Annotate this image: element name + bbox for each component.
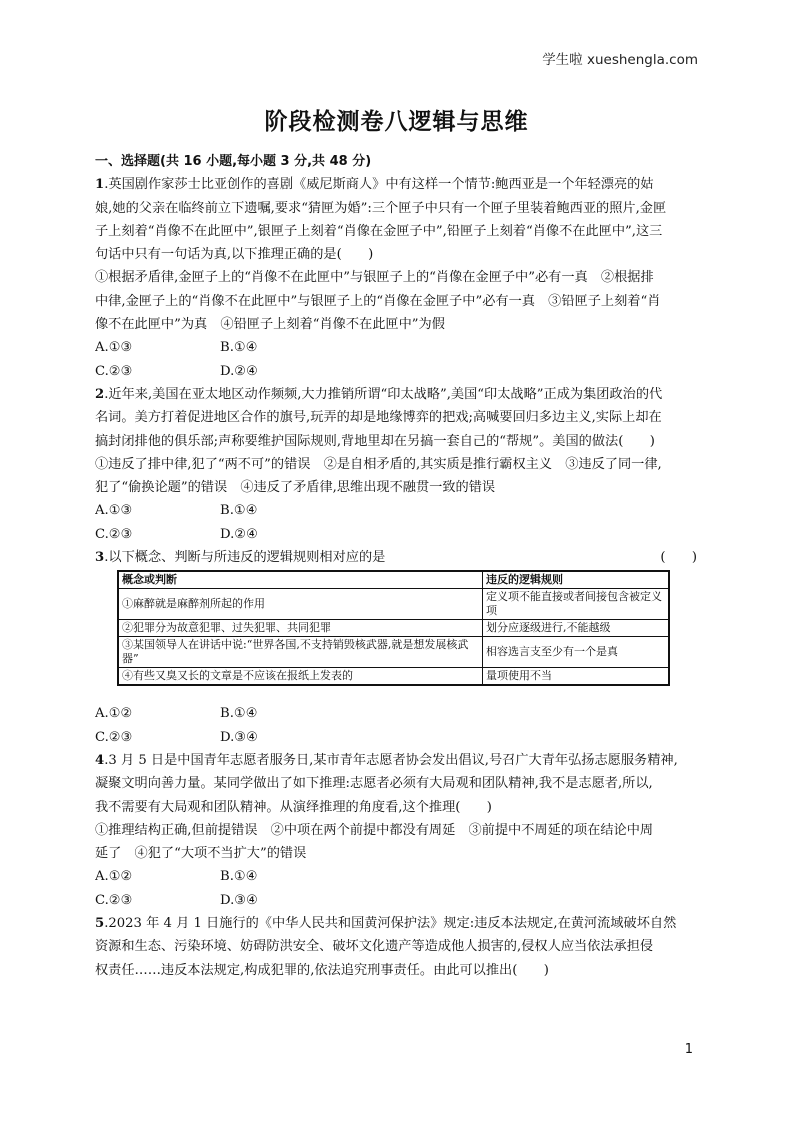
table-row xyxy=(118,668,669,686)
table-cell: 量项使用不当 xyxy=(483,668,670,686)
question-text: 像不在此匣中”为真 ④铅匣子上刻着“肖像不在此匣中”为假 xyxy=(95,317,445,333)
table-cell: ①麻醉就是麻醉剂所起的作用 xyxy=(118,589,483,620)
table-cell: 相容选言支至少有一个是真 xyxy=(483,637,670,668)
question-text: .英国剧作家莎士比亚创作的喜剧《威尼斯商人》中有这样一个情节:鲍西亚是一个年轻漂亮的姑 xyxy=(104,177,654,193)
question-4 xyxy=(95,749,701,912)
question-text: .以下概念、判断与所违反的逻辑规则相对应的是 xyxy=(104,550,386,566)
question-text: .近年来,美国在亚太地区动作频频,大力推销所谓“印太战略”,美国“印太战略”正成为集团政治的代 xyxy=(104,386,663,402)
option-c[interactable]: C.②③ xyxy=(95,892,133,908)
option-d[interactable]: D.②④ xyxy=(220,363,258,379)
table-row xyxy=(118,637,669,668)
question-text: 句话中只有一句话为真,以下推理正确的是( ) xyxy=(95,247,374,263)
table-cell: 划分应逐级进行,不能越级 xyxy=(483,620,670,637)
option-a[interactable]: A.①③ xyxy=(95,503,133,519)
option-d[interactable]: D.②④ xyxy=(220,526,258,542)
question-5 xyxy=(95,912,701,982)
option-c[interactable]: C.②③ xyxy=(95,729,133,745)
question-2 xyxy=(95,383,701,546)
question-text: ①根据矛盾律,金匣子上的“肖像不在此匣中”与银匣子上的“肖像在金匣子中”必有一真 ②根据排 xyxy=(95,270,654,286)
table-header-cell: 概念或判断 xyxy=(118,571,483,589)
answer-options xyxy=(95,889,701,912)
question-text: ①推理结构正确,但前提错误 ②中项在两个前提中都没有周延 ③前提中不周延的项在结论中周 xyxy=(95,822,654,838)
logic-rules-table xyxy=(117,570,670,686)
answer-options xyxy=(95,726,701,749)
option-a[interactable]: A.①② xyxy=(95,706,133,722)
answer-options xyxy=(95,702,701,725)
option-a[interactable]: A.①② xyxy=(95,869,133,885)
question-number: 3 xyxy=(95,550,105,566)
table-header-cell: 违反的逻辑规则 xyxy=(483,571,670,589)
table-row xyxy=(118,589,669,620)
question-text: 我不需要有大局观和团队精神。从演绎推理的角度看,这个推理( ) xyxy=(95,799,492,815)
option-d[interactable]: D.③④ xyxy=(220,729,258,745)
table-row xyxy=(118,620,669,637)
question-text: ①违反了排中律,犯了“两不可”的错误 ②是自相矛盾的,其实质是推行霸权主义 ③违反了同一律, xyxy=(95,456,662,472)
question-text: 中律,金匣子上的“肖像不在此匣中”与银匣子上的“肖像在金匣子中”必有一真 ③铅匣子上刻着“肖 xyxy=(95,293,661,309)
table-cell: 定义项不能直接或者间接包含被定义项 xyxy=(483,589,670,620)
option-b[interactable]: B.①④ xyxy=(220,503,258,519)
option-b[interactable]: B.①④ xyxy=(220,706,258,722)
option-c[interactable]: C.②③ xyxy=(95,526,133,542)
question-text: 搞封闭排他的俱乐部;声称要维护国际规则,背地里却在另搞一套自己的“帮规”。美国的做法( ) xyxy=(95,433,655,449)
question-text: 子上刻着“肖像不在此匣中”,银匣子上刻着“肖像在金匣子中”,铅匣子上刻着“肖像不在此匣中”,这三 xyxy=(95,223,663,239)
question-text: .3 月 5 日是中国青年志愿者服务日,某市青年志愿者协会发出倡议,号召广大青年弘扬志愿服务精神, xyxy=(104,752,678,768)
table-cell: ④有些又臭又长的文章是不应该在报纸上发表的 xyxy=(118,668,483,686)
option-b[interactable]: B.①④ xyxy=(220,340,258,356)
question-3 xyxy=(95,546,701,749)
question-text: 延了 ④犯了“大项不当扩大”的错误 xyxy=(95,846,307,862)
question-text: 名词。美方打着促进地区合作的旗号,玩弄的却是地缘博弈的把戏;高喊要回归多边主义,实际上却在 xyxy=(95,410,662,426)
question-text: 资源和生态、污染环境、妨碍防洪安全、破坏文化遗产等造成他人损害的,侵权人应当依法承担侵 xyxy=(95,939,654,955)
question-number: 2 xyxy=(95,386,105,402)
question-text: 犯了“偷换论题”的错误 ④违反了矛盾律,思维出现不融贯一致的错误 xyxy=(95,480,496,496)
section-heading: 一、选择题(共 16 小题,每小题 3 分,共 48 分) xyxy=(95,154,372,169)
option-a[interactable]: A.①③ xyxy=(95,340,133,356)
table-header-row xyxy=(118,571,669,589)
answer-options xyxy=(95,499,701,522)
option-d[interactable]: D.③④ xyxy=(220,892,258,908)
table-cell: ②犯罪分为故意犯罪、过失犯罪、共同犯罪 xyxy=(118,620,483,637)
answer-options xyxy=(95,523,701,546)
site-brand: 学生啦 xueshengla.com xyxy=(542,52,698,68)
question-number: 5 xyxy=(95,916,105,932)
document-body xyxy=(95,150,701,982)
answer-options xyxy=(95,336,701,359)
question-number: 4 xyxy=(95,752,105,768)
question-text: 权责任……违反本法规定,构成犯罪的,依法追究刑事责任。由此可以推出( ) xyxy=(95,962,549,978)
question-text: .2023 年 4 月 1 日施行的《中华人民共和国黄河保护法》规定:违反本法规定,在黄河流域破坏自然 xyxy=(104,916,677,932)
option-b[interactable]: B.①④ xyxy=(220,869,258,885)
table-cell: ③某国领导人在讲话中说:“世界各国,不支持销毁核武器,就是想发展核武器” xyxy=(118,637,483,668)
answer-options xyxy=(95,865,701,888)
question-number: 1 xyxy=(95,177,105,193)
answer-blank: ( ) xyxy=(660,550,697,566)
question-text: 娘,她的父亲在临终前立下遗嘱,要求“猜匣为婚”:三个匣子中只有一个匣子里装着鲍西亚的照片,金匣 xyxy=(95,200,667,216)
page-title: 阶段检测卷八逻辑与思维 xyxy=(264,109,529,135)
question-text: 凝聚文明向善力量。某同学做出了如下推理:志愿者必须有大局观和团队精神,我不是志愿者,所以, xyxy=(95,776,653,792)
question-1 xyxy=(95,173,701,383)
answer-options xyxy=(95,360,701,383)
page-number: 1 xyxy=(684,1042,693,1057)
option-c[interactable]: C.②③ xyxy=(95,363,133,379)
